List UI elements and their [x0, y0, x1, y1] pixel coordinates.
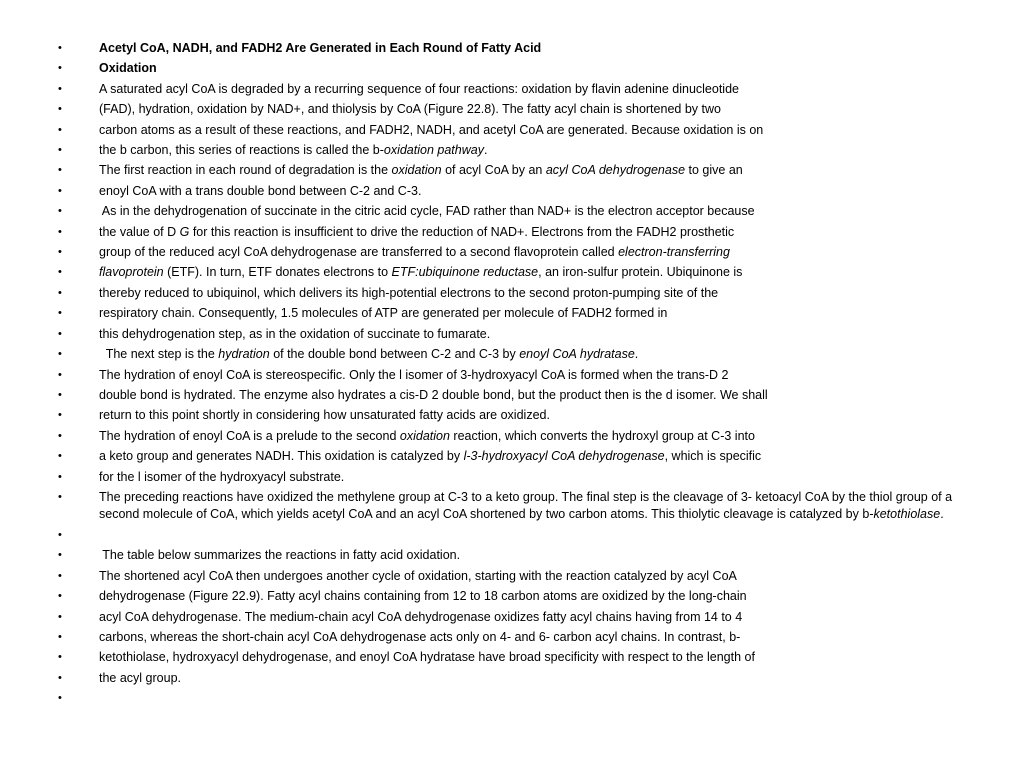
line-text: (FAD), hydration, oxidation by NAD+, and thiolysis by CoA (Figure 22.8). The fatty acyl chain is shortened by two: [99, 102, 721, 117]
bullet-dot: •: [58, 246, 62, 259]
line-text: The preceding reactions have oxidized the methylene group at C-3 to a keto group. The final step is the cleavage of 3- ketoacyl CoA by the thiol group of a second molecule of CoA, which yields acetyl CoA and an acyl CoA shortened by two carbon atoms. This thiolytic cleavage is catalyzed by b-: [99, 489, 953, 521]
line-text: reaction, which converts the hydroxyl group at C-3 into: [449, 428, 755, 443]
bullet-dot: •: [58, 103, 62, 116]
italic-term: electron-transferring: [618, 245, 730, 260]
bullet-line: [58, 99, 968, 119]
bullet-dot: •: [58, 630, 62, 643]
bullet-line: [58, 344, 968, 364]
italic-term: l-3-hydroxyacyl CoA dehydrogenase: [463, 449, 665, 464]
line-text: The hydration of enoyl CoA is stereospecific. Only the l isomer of 3-hydroxyacyl CoA is formed when the trans-D 2: [99, 367, 729, 382]
bullet-dot: •: [58, 409, 62, 422]
bullet-line: [58, 525, 968, 545]
line-text: a keto group and generates NADH. This oxidation is catalyzed by: [99, 449, 464, 464]
bullet-dot: •: [58, 610, 62, 623]
line-text: carbon atoms as a result of these reactions, and FADH2, NADH, and acetyl CoA are generated. Because oxidation is on: [99, 122, 764, 137]
line-text: group of the reduced acyl CoA dehydrogenase are transferred to a second flavoprotein called: [99, 245, 619, 260]
bullet-dot: •: [58, 429, 62, 442]
line-text: respiratory chain. Consequently, 1.5 molecules of ATP are generated per molecule of FADH2 formed in: [99, 306, 668, 321]
bullet-line: [58, 487, 968, 525]
italic-term: acyl CoA dehydrogenase: [545, 163, 686, 178]
bullet-dot: •: [58, 549, 62, 562]
bullet-line: [58, 647, 968, 667]
bullet-line: [58, 405, 968, 425]
bullet-line: [58, 545, 968, 565]
bullet-line: [58, 324, 968, 344]
bullet-line: [58, 446, 968, 466]
line-text: of the double bond between C-2 and C-3 by: [269, 347, 520, 362]
bullet-dot: •: [58, 286, 62, 299]
line-text: thereby reduced to ubiquinol, which delivers its high-potential electrons to the second proton-pumping site of the: [99, 285, 719, 300]
line-text: The shortened acyl CoA then undergoes another cycle of oxidation, starting with the reaction catalyzed by acyl CoA: [99, 568, 737, 583]
italic-term: oxidation: [399, 428, 450, 443]
bullet-dot: •: [58, 62, 62, 75]
line-text: .: [483, 143, 488, 158]
line-text: dehydrogenase (Figure 22.9). Fatty acyl chains containing from 12 to 18 carbon atoms are oxidized by the long-chain: [99, 589, 747, 604]
bullet-line: [58, 242, 968, 262]
line-text: .: [940, 506, 944, 521]
bullet-line: [58, 607, 968, 627]
bullet-line: [58, 365, 968, 385]
bullet-line: [58, 627, 968, 647]
line-text: the b carbon, this series of reactions is called the b-: [99, 143, 384, 158]
line-text: , which is specific: [664, 449, 762, 464]
bullet-dot: •: [58, 307, 62, 320]
bullet-dot: •: [58, 590, 62, 603]
line-text: The hydration of enoyl CoA is a prelude to the second: [99, 428, 400, 443]
line-text: double bond is hydrated. The enzyme also hydrates a cis-D 2 double bond, but the product then is the d isomer. We shall: [99, 387, 768, 402]
line-text: , an iron-sulfur protein. Ubiquinone is: [538, 265, 743, 280]
bullet-dot: •: [58, 82, 62, 95]
bullet-line: [58, 385, 968, 405]
bullet-line: [58, 426, 968, 446]
italic-term: oxidation pathway: [383, 143, 484, 158]
line-text: the acyl group.: [99, 670, 181, 685]
line-text: The table below summarizes the reactions in fatty acid oxidation.: [99, 548, 461, 563]
bullet-line: [58, 303, 968, 323]
bullet-line: [58, 160, 968, 180]
bullet-dot: •: [58, 692, 62, 705]
italic-term: G: [179, 224, 190, 239]
bullet-line: [58, 38, 968, 58]
line-text: return to this point shortly in considering how unsaturated fatty acids are oxidized.: [99, 408, 550, 423]
bullet-dot: •: [58, 388, 62, 401]
line-text: for this reaction is insufficient to drive the reduction of NAD+. Electrons from the FADH2 prosthetic: [189, 224, 735, 239]
bullet-dot: •: [58, 528, 62, 541]
italic-term: ETF:ubiquinone reductase: [391, 265, 539, 280]
line-text: carbons, whereas the short-chain acyl CoA dehydrogenase acts only on 4- and 6- carbon acyl chains. In contrast, b-: [99, 629, 741, 644]
bullet-dot: •: [58, 184, 62, 197]
line-text: ketothiolase, hydroxyacyl dehydrogenase, and enoyl CoA hydratase have broad specificity with respect to the length of: [99, 650, 755, 665]
bullet-line: [58, 668, 968, 688]
bullet-dot: •: [58, 164, 62, 177]
bullet-dot: •: [58, 671, 62, 684]
bullet-dot: •: [58, 470, 62, 483]
line-text: A saturated acyl CoA is degraded by a recurring sequence of four reactions: oxidation by flavin adenine dinucleotide: [99, 81, 739, 96]
bullet-line: [58, 283, 968, 303]
line-text: for the l isomer of the hydroxyacyl substrate.: [99, 469, 345, 484]
bullet-dot: •: [58, 490, 62, 503]
bullet-dot: •: [58, 205, 62, 218]
bullet-line: [58, 140, 968, 160]
bullet-line: [58, 262, 968, 282]
line-text: acyl CoA dehydrogenase. The medium-chain acyl CoA dehydrogenase oxidizes fatty acyl chains having from 14 to 4: [99, 609, 743, 624]
bullet-line: [58, 467, 968, 487]
line-text: this dehydrogenation step, as in the oxidation of succinate to fumarate.: [99, 326, 491, 341]
bullet-line: [58, 120, 968, 140]
italic-term: hydration: [218, 347, 270, 362]
bullet-line: [58, 566, 968, 586]
bullet-dot: •: [58, 651, 62, 664]
bullet-line: [58, 181, 968, 201]
bold-text: Acetyl CoA, NADH, and FADH2 Are Generated in Each Round of Fatty Acid: [99, 41, 542, 55]
line-text: (ETF). In turn, ETF donates electrons to: [163, 265, 392, 280]
italic-term: flavoprotein: [99, 265, 164, 280]
bullet-dot: •: [58, 266, 62, 279]
bullet-list: [58, 38, 968, 709]
bullet-line: [58, 222, 968, 242]
bullet-dot: •: [58, 327, 62, 340]
line-text: As in the dehydrogenation of succinate in the citric acid cycle, FAD rather than NAD+ is the electron acceptor because: [99, 204, 755, 219]
bullet-line: [58, 586, 968, 606]
italic-term: ketothiolase: [873, 506, 941, 521]
bullet-dot: •: [58, 144, 62, 157]
bullet-line: [58, 79, 968, 99]
line-text: The first reaction in each round of degradation is the: [99, 163, 392, 178]
bullet-dot: •: [58, 569, 62, 582]
bullet-dot: •: [58, 348, 62, 361]
line-text: The next step is the: [99, 347, 219, 362]
bullet-dot: •: [58, 123, 62, 136]
line-text: .: [634, 347, 639, 362]
line-text: to give an: [685, 163, 743, 178]
bullet-line: [58, 688, 968, 708]
bold-text: Oxidation: [99, 61, 157, 76]
bullet-dot: •: [58, 225, 62, 238]
bullet-dot: •: [58, 450, 62, 463]
bullet-dot: •: [58, 368, 62, 381]
line-text: of acyl CoA by an: [441, 163, 546, 178]
bullet-line: [58, 201, 968, 221]
italic-term: enoyl CoA hydratase: [519, 347, 635, 362]
line-text: enoyl CoA with a trans double bond between C-2 and C-3.: [99, 183, 422, 198]
bullet-dot: •: [58, 42, 62, 54]
bullet-line: [58, 58, 968, 78]
italic-term: oxidation: [391, 163, 442, 178]
line-text: the value of D: [99, 224, 180, 239]
